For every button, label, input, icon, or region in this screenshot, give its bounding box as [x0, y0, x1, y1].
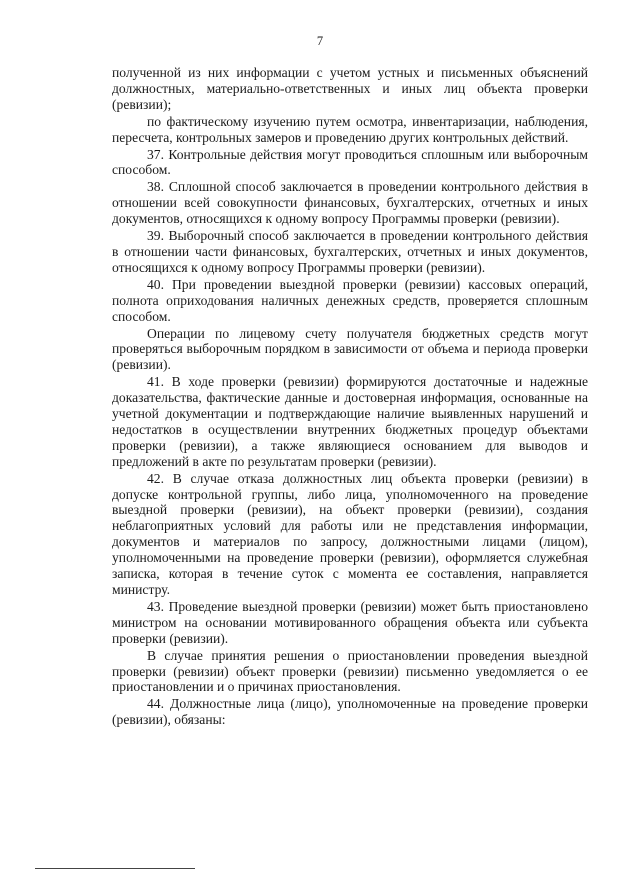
document-body — [112, 65, 588, 729]
paragraph-list-item: по фактическому изучению путем осмотра, инвентаризации, наблюдения, пересчета, контрольных замеров и проведению других контрольных действий. — [112, 113, 588, 145]
paragraph-44: 44. Должностные лица (лицо), уполномоченные на проведение проверки (ревизии), обязаны: — [112, 696, 588, 728]
paragraph-40-note: Операции по лицевому счету получателя бюджетных средств могут проверяться выборочным порядком в зависимости от объема и периода проверки (ревизии). — [112, 325, 588, 373]
paragraph-43: 43. Проведение выездной проверки (ревизии) может быть приостановлено министром на основании мотивированного обращения объекта или субъекта проверки (ревизии). — [112, 598, 588, 646]
paragraph-42: 42. В случае отказа должностных лиц объекта проверки (ревизии) в допуске контрольной группы, либо лица, уполномоченного на проведение выездной проверки (ревизии), на объект проверки (ревизии), создания неблагоприятных условий для работы или не представления информации, документов и материалов по запросу, должностными лицами (лицом), уполномоченными на проведение проверки (ревизии), оформляется служебная записка, которая в течение суток с момента ее составления, направляется министру. — [112, 470, 588, 597]
paragraph-38: 38. Сплошной способ заключается в проведении контрольного действия в отношении всей совокупности финансовых, бухгалтерских, отчетных и иных документов, относящихся к одному вопросу Программы проверки (ревизии). — [112, 179, 588, 227]
paragraph-40: 40. При проведении выездной проверки (ревизии) кассовых операций, полнота оприходования наличных денежных средств, проверяется сплошным способом. — [112, 276, 588, 324]
paragraph-37: 37. Контрольные действия могут проводиться сплошным или выборочным способом. — [112, 146, 588, 178]
paragraph-39: 39. Выборочный способ заключается в проведении контрольного действия в отношении части финансовых, бухгалтерских, отчетных и иных документов, относящихся к одному вопросу Программы проверки (ревизии). — [112, 228, 588, 275]
footnote-divider — [35, 868, 195, 869]
paragraph-43-note: В случае принятия решения о приостановлении проведения выездной проверки (ревизии) объект проверки (ревизии) письменно уведомляется о ее приостановлении и о причинах приостановления. — [112, 647, 588, 695]
paragraph-continuation: полученной из них информации с учетом устных и письменных объяснений должностных, материально-ответственных и иных лиц объекта проверки (ревизии); — [112, 65, 588, 112]
page-number: 7 — [316, 34, 324, 48]
paragraph-41: 41. В ходе проверки (ревизии) формируются достаточные и надежные доказательства, фактические данные и достоверная информация, основанные на учетной документации и подтверждающие наличие выявленных нарушений и недостатков в осуществлении внутренних бюджетных процедур объектами проверки (ревизии), а также являющиеся основанием для выводов и предложений в акте по результатам проверки (ревизии). — [112, 374, 588, 469]
